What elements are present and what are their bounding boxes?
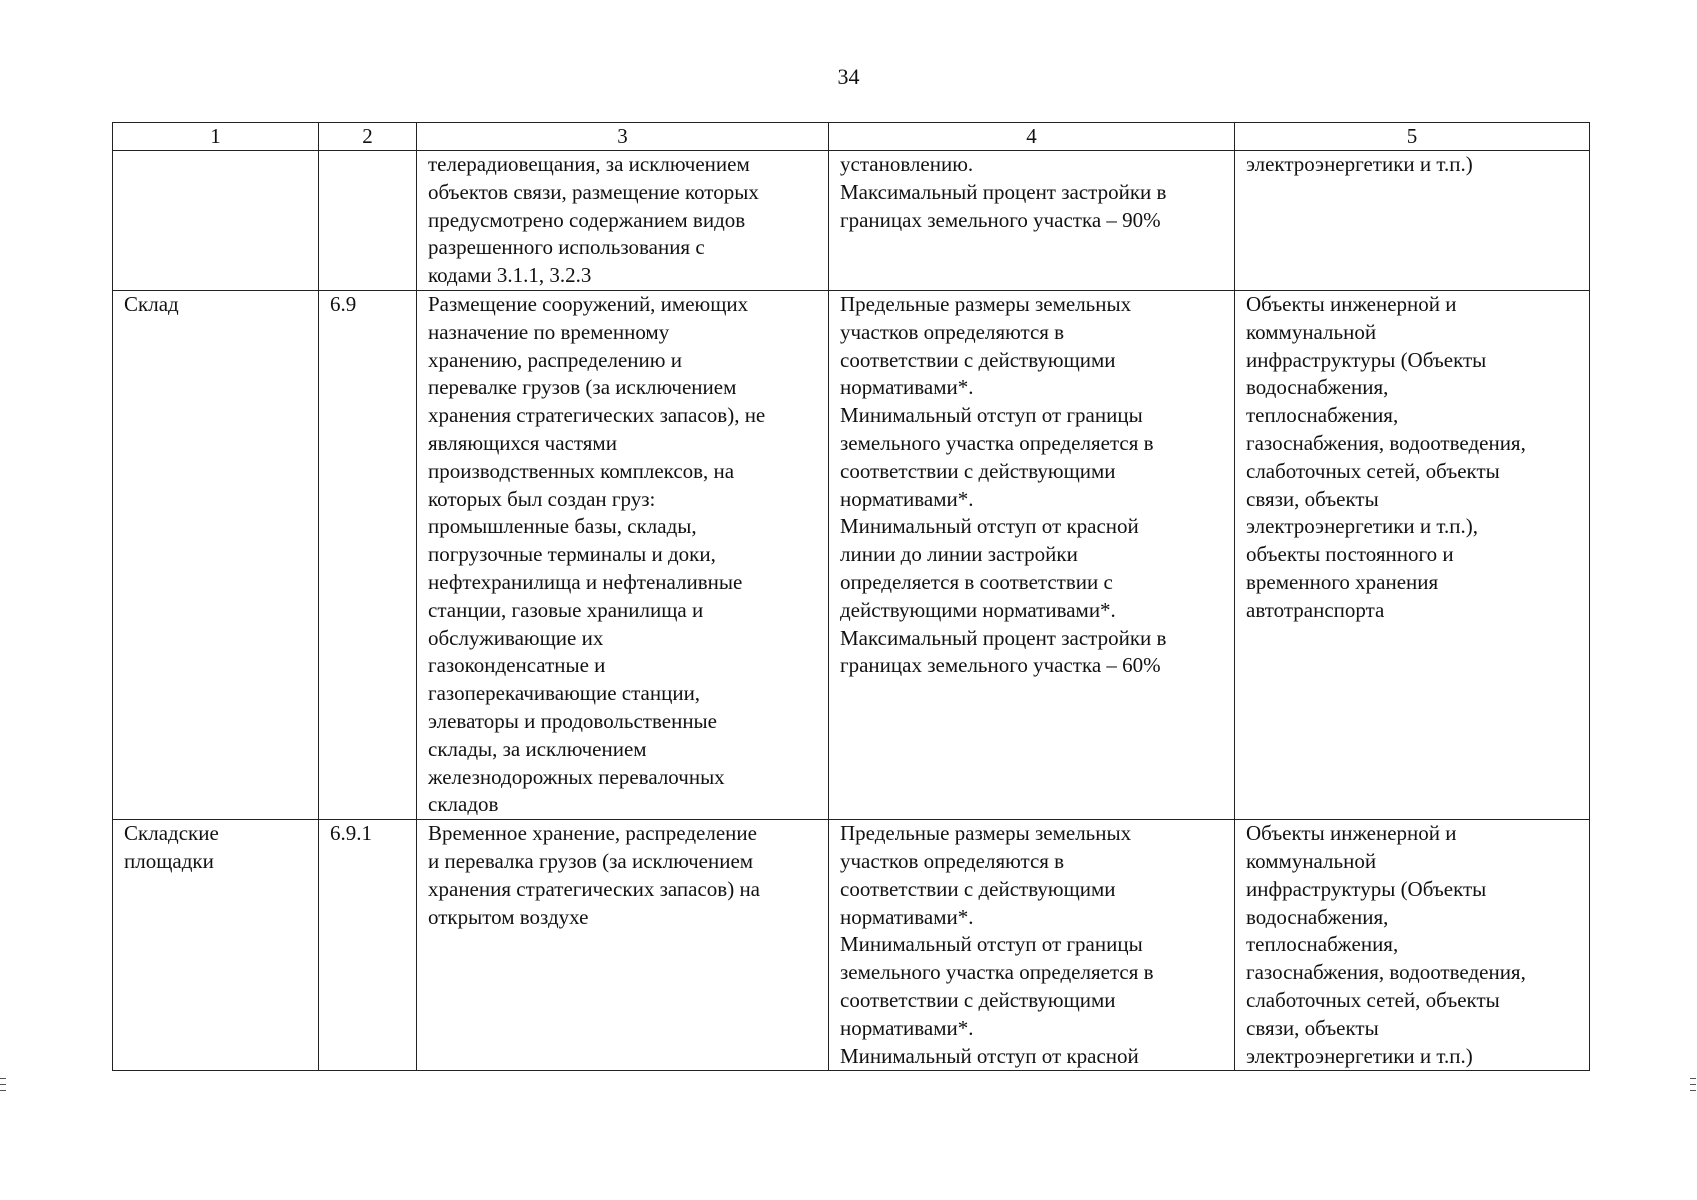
left-margin-mark	[0, 1078, 6, 1079]
right-margin-mark	[1690, 1084, 1696, 1085]
use-description-cell: Размещение сооружений, имеющих назначение по временному хранению, распределению и перевалке грузов (за исключением хранения стратегических запасов), не являющихся частями производственных комплексов, на которых был создан груз: промышленные базы, склады, погрузочные терминалы и доки, нефтехранилища и нефтеналивные станции, газовые хранилища и обслуживающие их газоконденсатные и газоперекачивающие станции, элеваторы и продовольственные склады, за исключением железнодорожных перевалочных складов	[417, 290, 829, 819]
right-margin-mark	[1690, 1078, 1696, 1079]
column-header-3: 3	[417, 123, 829, 151]
table-row	[113, 290, 1590, 819]
table-row	[113, 151, 1590, 291]
use-name-cell: Склад	[113, 290, 319, 819]
parameters-cell: Предельные размеры земельных участков определяются в соответствии с действующими нормативами*. Минимальный отступ от границы земельного участка определяется в соответствии с действующими нормативами*. Минимальный отступ от красной	[829, 820, 1235, 1071]
parameters-cell: Предельные размеры земельных участков определяются в соответствии с действующими нормативами*. Минимальный отступ от границы земельного участка определяется в соответствии с действующими нормативами*. Минимальный отступ от красной линии до линии застройки определяется в соответствии с действующими нормативами*. Максимальный процент застройки в границах земельного участка – 60%	[829, 290, 1235, 819]
auxiliary-uses-cell: электроэнергетики и т.п.)	[1235, 151, 1590, 291]
use-name-cell: Складские площадки	[113, 820, 319, 1071]
use-code-cell: 6.9.1	[319, 820, 417, 1071]
auxiliary-uses-cell: Объекты инженерной и коммунальной инфраструктуры (Объекты водоснабжения, теплоснабжения, газоснабжения, водоотведения, слаботочных сетей, объекты связи, объекты электроэнергетики и т.п.)	[1235, 820, 1590, 1071]
auxiliary-uses-cell: Объекты инженерной и коммунальной инфраструктуры (Объекты водоснабжения, теплоснабжения, газоснабжения, водоотведения, слаботочных сетей, объекты связи, объекты электроэнергетики и т.п.), объекты постоянного и временного хранения автотранспорта	[1235, 290, 1590, 819]
column-header-4: 4	[829, 123, 1235, 151]
page-number: 34	[837, 64, 860, 89]
column-header-5: 5	[1235, 123, 1590, 151]
zoning-table	[112, 122, 1590, 1071]
table-row	[113, 820, 1590, 1071]
column-header-2: 2	[319, 123, 417, 151]
use-name-cell	[113, 151, 319, 291]
use-code-cell	[319, 151, 417, 291]
use-code-cell: 6.9	[319, 290, 417, 819]
left-margin-mark	[0, 1090, 6, 1091]
right-margin-mark	[1690, 1090, 1696, 1091]
parameters-cell: установлению. Максимальный процент застройки в границах земельного участка – 90%	[829, 151, 1235, 291]
use-description-cell: телерадиовещания, за исключением объектов связи, размещение которых предусмотрено содержанием видов разрешенного использования с кодами 3.1.1, 3.2.3	[417, 151, 829, 291]
column-header-1: 1	[113, 123, 319, 151]
table-header-row	[113, 123, 1590, 151]
use-description-cell: Временное хранение, распределение и перевалка грузов (за исключением хранения стратегических запасов) на открытом воздухе	[417, 820, 829, 1071]
left-margin-mark	[0, 1084, 6, 1085]
